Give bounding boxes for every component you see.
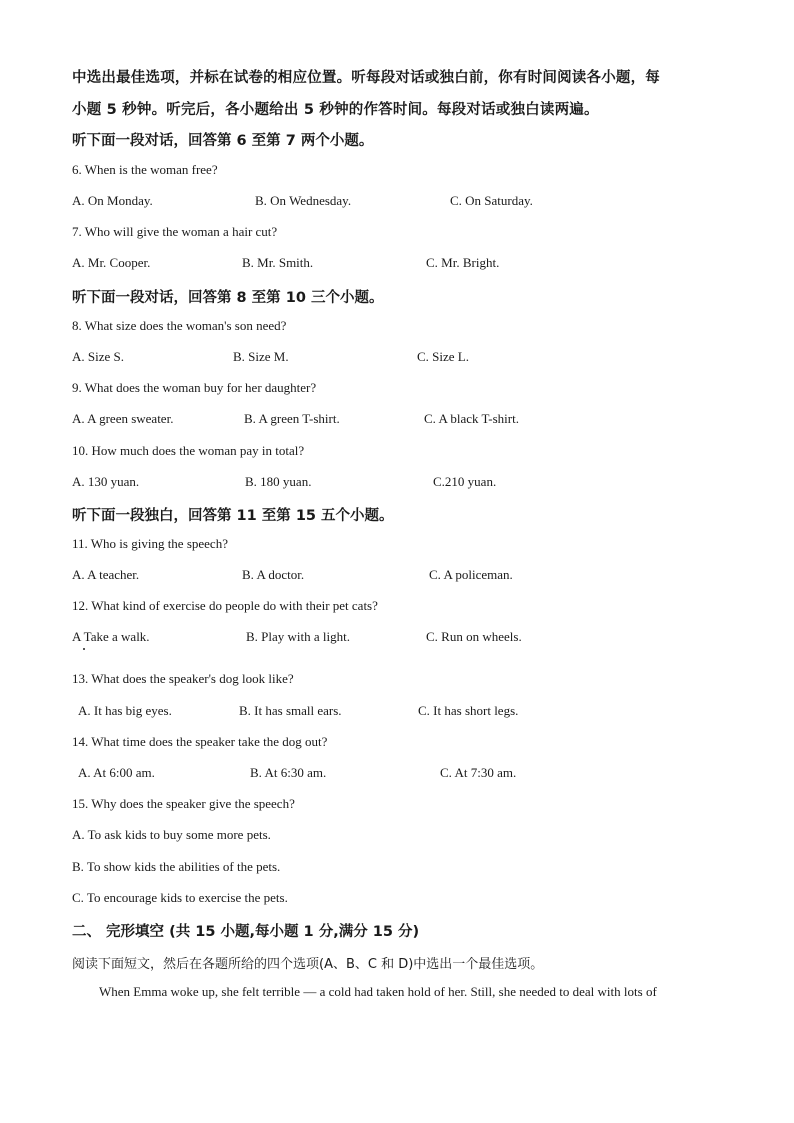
q7-option-c: C. Mr. Bright. [426,255,500,270]
q7-option-b: B. Mr. Smith. [242,255,314,270]
q13-option-c: C. It has short legs. [418,703,519,718]
q12-option-b: B. Play with a light. [246,629,350,644]
intro-line-1: 中选出最佳选项，并标在试卷的相应位置。听每段对话或独白前，你有时间阅读各小题，每 [72,70,660,86]
part2-title: 二、 完形填空 (共 15 小题,每小题 1 分,满分 15 分) [72,924,420,940]
question-7: 7. Who will give the woman a hair cut? [72,224,278,239]
q12-option-a: A Take a walk. [72,629,150,644]
q7-option-a: A. Mr. Cooper. [72,255,151,270]
q6-option-b: B. On Wednesday. [255,193,352,208]
passage-first-line: When Emma woke up, she felt terrible — a cold had taken hold of her. Still, she needed to deal with lots of [99,984,657,999]
q10-option-a: A. 130 yuan. [72,474,140,489]
question-9: 9. What does the woman buy for her daughter? [72,380,317,395]
section-heading-monologue: 听下面一段独白，回答第 11 至第 15 五个小题。 [72,508,394,524]
part2-instruction: 阅读下面短文，然后在各题所给的四个选项(A、B、C 和 D)中选出一个最佳选项。 [72,957,544,972]
question-10: 10. How much does the woman pay in total? [72,443,305,458]
question-11: 11. Who is giving the speech? [72,536,228,551]
question-13: 13. What does the speaker's dog look like? [72,671,294,686]
intro-line-2: 小题 5 秒钟。听完后，各小题给出 5 秒钟的作答时间。每段对话或独白读两遍。 [72,102,599,118]
question-15: 15. Why does the speaker give the speech? [72,796,295,811]
q6-option-a: A. On Monday. [72,193,153,208]
section-heading-dialogue-2: 听下面一段对话，回答第 8 至第 10 三个小题。 [72,290,384,306]
q9-option-c: C. A black T-shirt. [424,411,519,426]
q15-option-c: C. To encourage kids to exercise the pets. [72,890,288,905]
q11-option-c: C. A policeman. [429,567,513,582]
section-heading-dialogue-1: 听下面一段对话，回答第 6 至第 7 两个小题。 [72,133,374,149]
q8-option-a: A. Size S. [72,349,124,364]
q8-option-b: B. Size M. [233,349,289,364]
q11-option-a: A. A teacher. [72,567,140,582]
q10-option-c: C.210 yuan. [433,474,497,489]
q9-option-a: A. A green sweater. [72,411,174,426]
q13-option-a: A. It has big eyes. [78,703,172,718]
q15-option-b: B. To show kids the abilities of the pets. [72,859,281,874]
question-14: 14. What time does the speaker take the dog out? [72,734,328,749]
question-8: 8. What size does the woman's son need? [72,318,287,333]
q9-option-b: B. A green T-shirt. [244,411,340,426]
q14-option-c: C. At 7:30 am. [440,765,517,780]
q6-option-c: C. On Saturday. [450,193,533,208]
q10-option-b: B. 180 yuan. [245,474,312,489]
q14-option-a: A. At 6:00 am. [78,765,155,780]
q14-option-b: B. At 6:30 am. [250,765,327,780]
q12-option-c: C. Run on wheels. [426,629,522,644]
q15-option-a: A. To ask kids to buy some more pets. [72,827,271,842]
q8-option-c: C. Size L. [417,349,469,364]
q13-option-b: B. It has small ears. [239,703,342,718]
stray-dot [83,648,85,650]
question-6: 6. When is the woman free? [72,162,218,177]
q11-option-b: B. A doctor. [242,567,305,582]
question-12: 12. What kind of exercise do people do with their pet cats? [72,598,378,613]
